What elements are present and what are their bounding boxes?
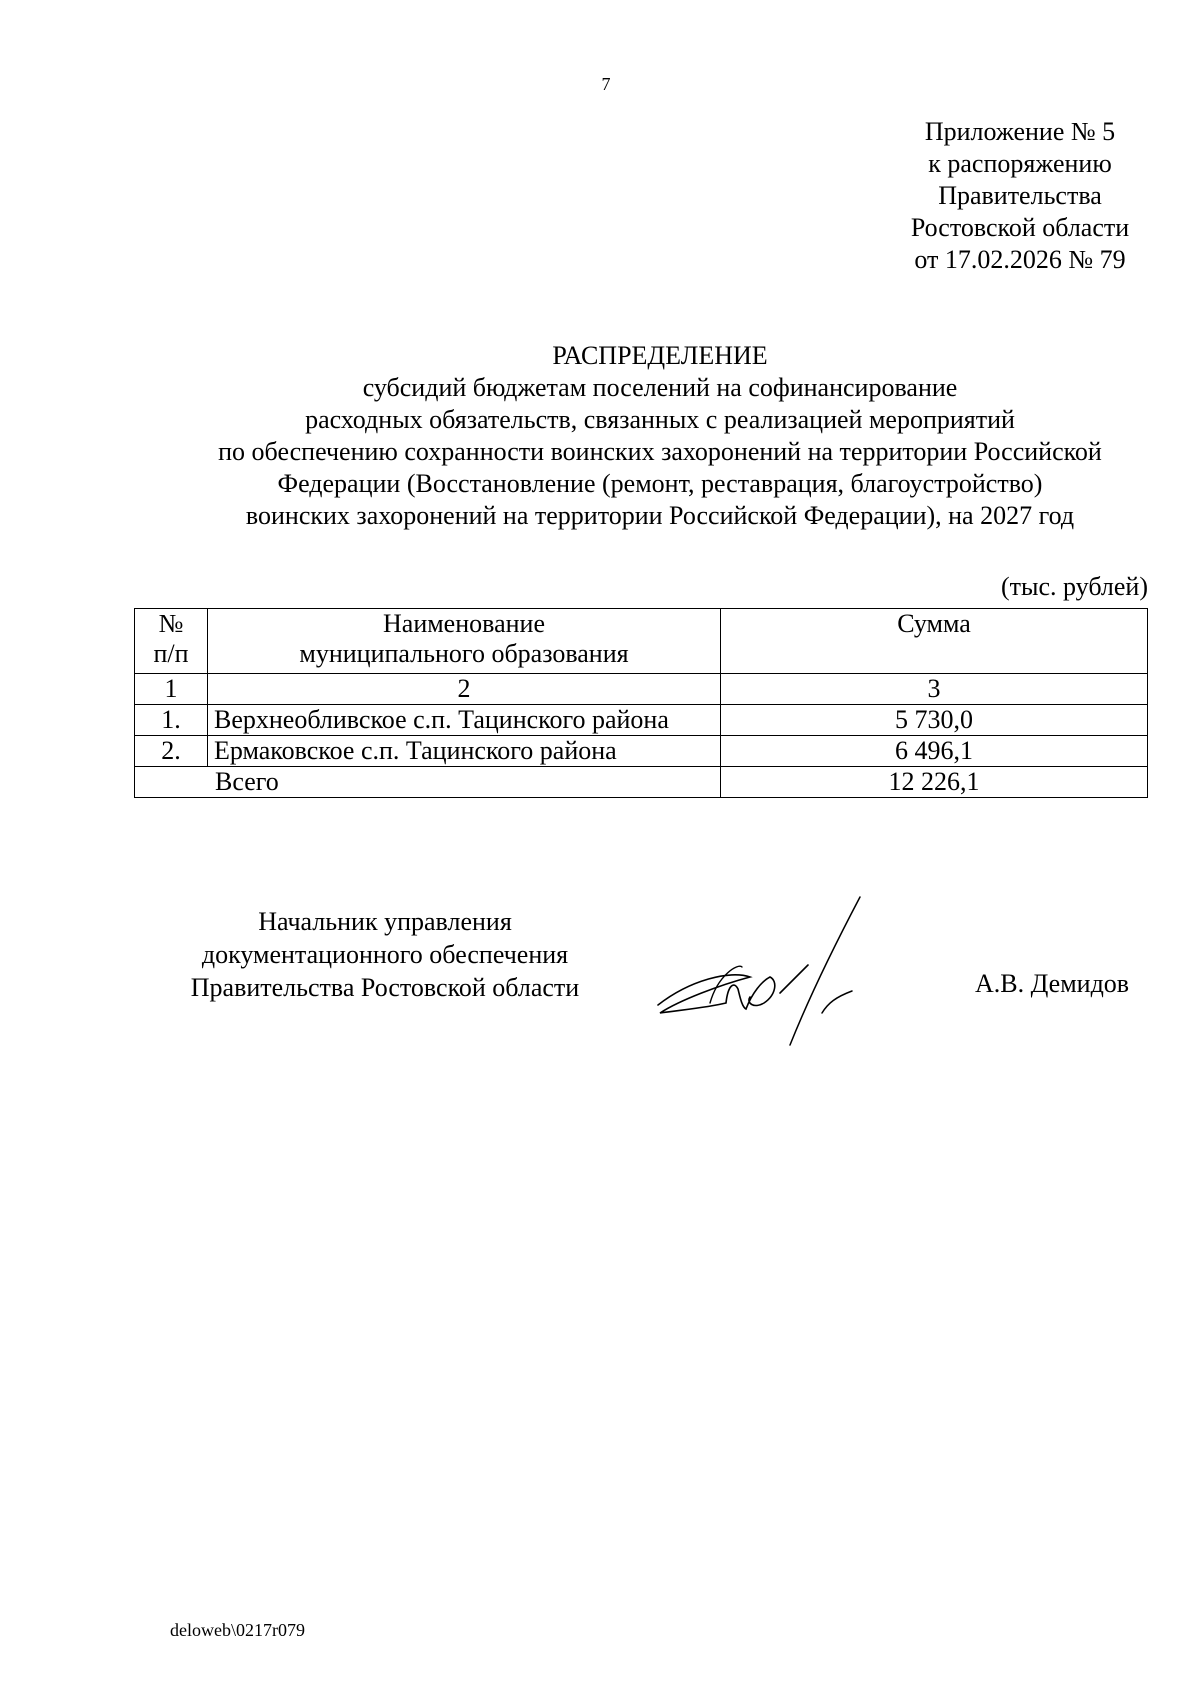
document-title	[150, 340, 1170, 532]
header-name	[208, 609, 721, 674]
signer-position-line: Правительства Ростовской области	[190, 973, 580, 1002]
handwritten-signature	[650, 885, 910, 1055]
table-header-row	[135, 609, 1148, 674]
index-cell: 3	[721, 674, 1148, 705]
header-sum: Сумма	[721, 609, 1148, 674]
total-label: Всего	[135, 767, 721, 798]
distribution-table	[134, 608, 1148, 798]
index-cell: 1	[135, 674, 208, 705]
appendix-block	[850, 116, 1190, 276]
row-sum: 6 496,1	[721, 736, 1148, 767]
units-label: (тыс. рублей)	[1000, 572, 1148, 601]
header-num-line1: №	[158, 609, 184, 638]
row-sum: 5 730,0	[721, 705, 1148, 736]
appendix-line: Правительства	[938, 181, 1102, 210]
title-heading: РАСПРЕДЕЛЕНИЕ	[552, 341, 768, 370]
title-line: воинских захоронений на территории Российской Федерации), на 2027 год	[245, 501, 1075, 530]
row-name: Верхнеобливское с.п. Тацинского района	[208, 705, 721, 736]
table-total-row	[135, 767, 1148, 798]
title-line: по обеспечению сохранности воинских захоронений на территории Российской	[218, 437, 1102, 466]
table-row	[135, 705, 1148, 736]
signer-position-line: документационного обеспечения	[201, 940, 569, 969]
appendix-line: Ростовской области	[910, 213, 1130, 242]
header-name-line1: Наименование	[383, 609, 545, 638]
signer-position-line: Начальник управления	[258, 907, 512, 936]
footer-code: deloweb\0217r079	[170, 1620, 305, 1640]
table-index-row	[135, 674, 1148, 705]
table-row	[135, 736, 1148, 767]
page-number: 7	[601, 74, 611, 94]
header-name-line2: муниципального образования	[299, 639, 629, 668]
appendix-line: от 17.02.2026 № 79	[914, 245, 1126, 274]
index-cell: 2	[208, 674, 721, 705]
appendix-line: к распоряжению	[928, 149, 1112, 178]
row-num: 2.	[135, 736, 208, 767]
title-line: расходных обязательств, связанных с реализацией мероприятий	[305, 405, 1015, 434]
appendix-line: Приложение № 5	[924, 117, 1116, 146]
signer-name: А.В. Демидов	[975, 969, 1130, 998]
row-name: Ермаковское с.п. Тацинского района	[208, 736, 721, 767]
signer-position	[165, 905, 605, 1004]
header-num-line2: п/п	[153, 639, 189, 668]
total-sum: 12 226,1	[721, 767, 1148, 798]
header-num	[135, 609, 208, 674]
title-line: субсидий бюджетам поселений на софинансирование	[362, 373, 958, 402]
row-num: 1.	[135, 705, 208, 736]
title-line: Федерации (Восстановление (ремонт, реставрация, благоустройство)	[277, 469, 1043, 498]
